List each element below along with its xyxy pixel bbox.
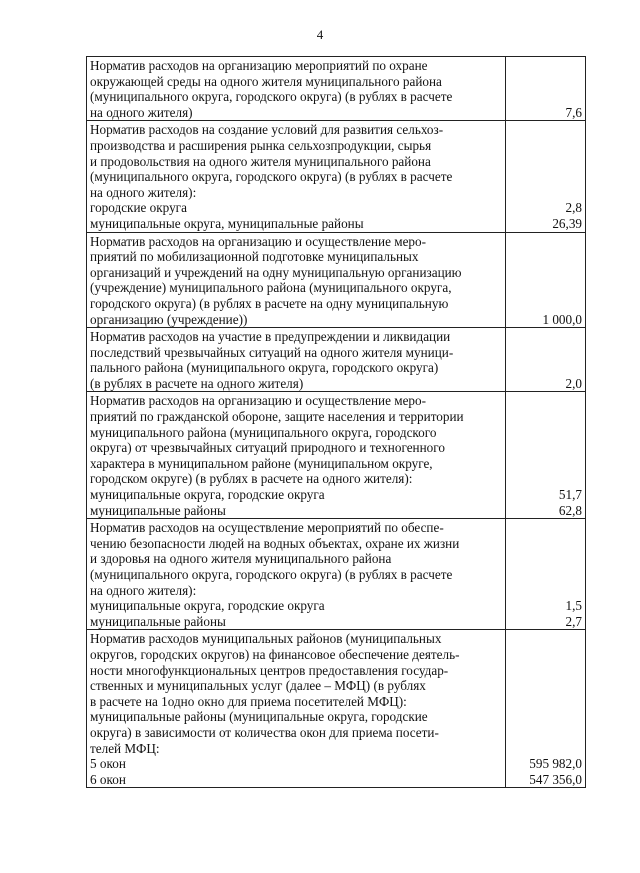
norm-description-line: (муниципального округа, городского округа) (в рублях в расчете (90, 169, 453, 185)
norm-value: 595 982,0 (529, 756, 582, 772)
norm-value (509, 567, 582, 583)
norm-description-cell (87, 121, 506, 232)
norm-description-line: приятий по мобилизационной подготовке муниципальных (90, 249, 419, 265)
norm-description-line: Норматив расходов на организацию и осуществление меро- (90, 233, 427, 249)
norm-value (509, 551, 582, 567)
norm-description-line: чению безопасности людей на водных объектах, охране их жизни (90, 535, 460, 551)
norm-value (509, 647, 582, 663)
norm-description-line: Норматив расходов муниципальных районов (муниципальных (90, 631, 442, 647)
norm-description-line: телей МФЦ: (90, 740, 160, 756)
norm-description-line: округа) в зависимости от количества окон для приема посети- (90, 724, 439, 740)
page-number: 4 (316, 27, 324, 42)
norm-description-line: (учреждение) муниципального района (муниципального округа, (90, 280, 452, 296)
norm-value (509, 456, 582, 472)
norm-description-line: округа) от чрезвычайных ситуаций природного и техногенного (90, 440, 445, 456)
norm-value (509, 393, 582, 409)
norm-description-line: муниципальные районы (90, 613, 226, 629)
norm-value (509, 583, 582, 599)
norm-description-cell (87, 57, 506, 121)
norm-value (509, 89, 582, 105)
norm-value-cell (505, 392, 585, 519)
norm-value (509, 471, 582, 487)
norm-description-line: производства и расширения рынка сельхозпродукции, сырья (90, 137, 432, 153)
norm-description-line: и здоровья на одного жителя муниципального района (90, 551, 392, 567)
norm-description-line: окружающей среды на одного жителя муниципального района (90, 73, 442, 89)
norm-value (509, 185, 582, 201)
norm-description-line: Норматив расходов на участие в предупреждении и ликвидации (90, 329, 451, 345)
norm-description-line: городского округа) (в рублях в расчете на одну муниципальную (90, 295, 449, 311)
norm-value-cell (505, 57, 585, 121)
norm-value: 1,5 (565, 598, 582, 614)
norm-value (509, 329, 582, 345)
norm-description-line: и продовольствия на одного жителя муниципального района (90, 153, 431, 169)
norm-value-cell (505, 519, 585, 630)
norm-value (509, 280, 582, 296)
norm-value (509, 709, 582, 725)
norm-value: 26,39 (552, 215, 582, 231)
norm-description-line: ности многофункциональных центров предоставления государ- (90, 662, 449, 678)
norm-description-line: последствий чрезвычайных ситуаций на одного жителя муници- (90, 344, 454, 360)
norm-description-line: (муниципального округа, городского округа) (в рублях в расчете (90, 567, 453, 582)
norm-description-line: организаций и учреждений на одну муниципальную организацию (90, 264, 462, 280)
norm-description-line: муниципальные районы (муниципальные округа, городские (90, 709, 428, 725)
norm-value (509, 138, 582, 154)
norm-description-line: на одного жителя): (90, 184, 197, 200)
norm-value (509, 296, 582, 312)
norm-description-cell (87, 519, 506, 630)
norm-value: 7,6 (565, 104, 582, 120)
norm-value (509, 725, 582, 741)
norm-value: 51,7 (558, 487, 582, 503)
norm-value (509, 58, 582, 74)
norms-table-body (87, 57, 586, 788)
norm-description-line: городском округе) (в рублях в расчете на одного жителя): (90, 471, 413, 487)
norm-value (509, 440, 582, 456)
norm-description-line: организацию (учреждение)) (90, 311, 248, 327)
norm-description-line: муниципального района (муниципального округа, городского (90, 424, 437, 440)
norm-value (509, 234, 582, 250)
norm-description-cell (87, 328, 506, 392)
norm-description-line: ственных и муниципальных услуг (далее – МФЦ) (в рублях (90, 678, 426, 694)
norm-value (509, 360, 582, 376)
norm-value (509, 520, 582, 536)
norm-description-line: на одного жителя) (90, 104, 193, 120)
norm-value (509, 74, 582, 90)
norm-description-line: Норматив расходов на создание условий для развития сельхоз- (90, 122, 444, 138)
norm-value (509, 122, 582, 138)
norm-description-line: (в рублях в расчете на одного жителя) (90, 375, 304, 391)
norm-description-line: муниципальные округа, городские округа (90, 487, 325, 503)
norm-value: 547 356,0 (529, 771, 582, 787)
norm-description-cell (87, 392, 506, 519)
norm-value: 62,8 (558, 502, 582, 518)
norm-value (509, 425, 582, 441)
norm-description-cell (87, 630, 506, 788)
norm-value (509, 169, 582, 185)
norm-description-line: Норматив расходов на организацию мероприятий по охране (90, 58, 428, 73)
norm-value: 2,0 (565, 375, 582, 391)
norm-row (87, 57, 586, 121)
norm-row (87, 630, 586, 788)
norm-description-line: 5 окон (90, 756, 126, 772)
norm-description-line: пального района (муниципального округа, городского округа) (90, 360, 439, 376)
norm-row (87, 519, 586, 630)
norm-row (87, 232, 586, 328)
norm-value-cell (505, 121, 585, 232)
norm-row (87, 392, 586, 519)
norm-description-line: 6 окон (90, 771, 126, 787)
norm-description-line: муниципальные округа, городские округа (90, 598, 325, 614)
norm-row (87, 121, 586, 232)
norm-value (509, 631, 582, 647)
norm-description-line: на одного жителя): (90, 582, 197, 598)
norm-value (509, 249, 582, 265)
norm-value (509, 678, 582, 694)
norm-value (509, 345, 582, 361)
norm-description-line: Норматив расходов на осуществление мероприятий по обеспе- (90, 520, 444, 536)
norm-description-line: городские округа (90, 200, 187, 216)
norm-row (87, 328, 586, 392)
norm-description-cell (87, 232, 506, 328)
norm-value (509, 663, 582, 679)
norm-description-line: муниципальные районы (90, 502, 226, 518)
norm-value: 2,8 (565, 200, 582, 216)
norm-description-line: Норматив расходов на организацию и осуществление меро- (90, 393, 427, 409)
norm-value-cell (505, 630, 585, 788)
norm-value (509, 265, 582, 281)
norm-value (509, 409, 582, 425)
norm-value (509, 694, 582, 710)
norm-value (509, 154, 582, 170)
norm-value: 1 000,0 (542, 311, 582, 327)
norm-value-cell (505, 232, 585, 328)
norm-description-line: характера в муниципальном районе (муниципальном округе, (90, 455, 433, 471)
norm-value (509, 741, 582, 757)
norm-description-line: (муниципального округа, городского округа) (в рублях в расчете (90, 89, 453, 105)
norm-description-line: округов, городских округов) на финансовое обеспечение деятель- (90, 646, 460, 662)
norm-value-cell (505, 328, 585, 392)
norm-value: 2,7 (565, 613, 582, 629)
norms-table (86, 56, 586, 788)
norm-description-line: муниципальные округа, муниципальные районы (90, 215, 364, 231)
norm-description-line: в расчете на 1одно окно для приема посетителей МФЦ): (90, 693, 407, 709)
norm-description-line: приятий по гражданской обороне, защите населения и территории (90, 409, 464, 425)
norm-value (509, 536, 582, 552)
